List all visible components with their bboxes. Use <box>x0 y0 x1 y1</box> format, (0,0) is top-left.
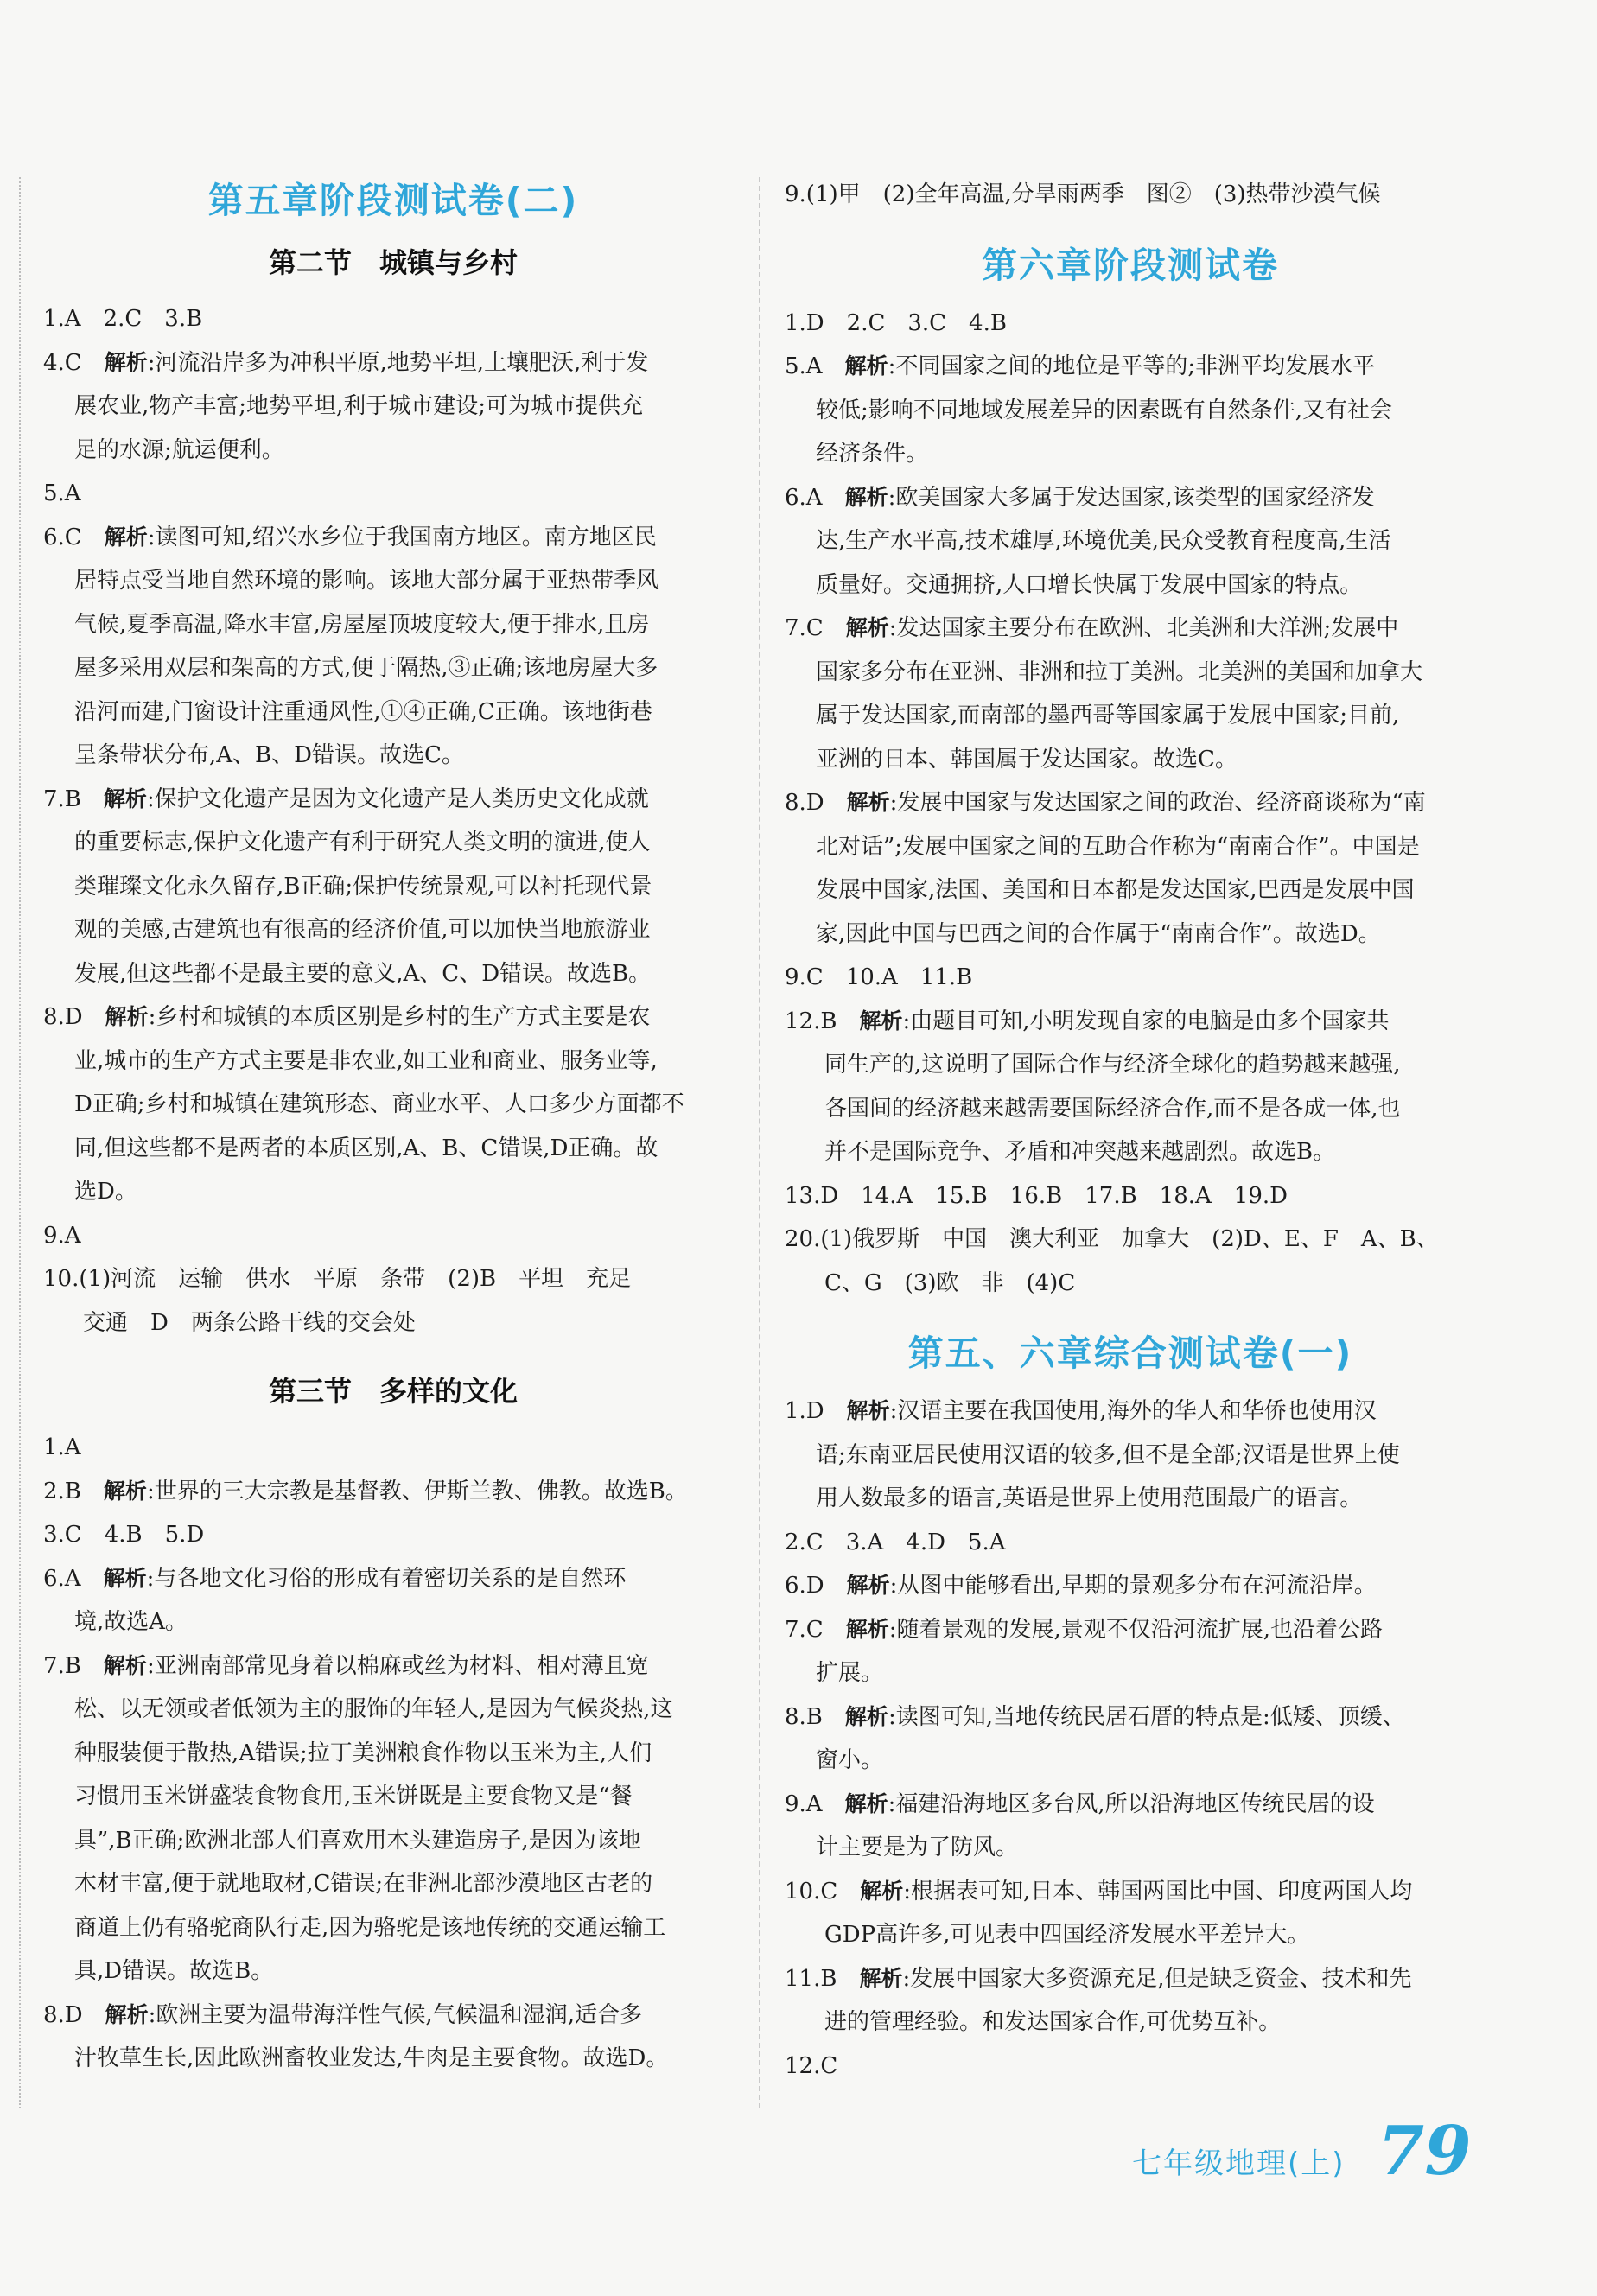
answer-line: 1.A <box>43 1434 81 1460</box>
answer-line: 8.D 解析:欧洲主要为温带海洋性气候,气候温和湿润,适合多 <box>43 2001 642 2028</box>
answer-line: 展农业,物产丰富;地势平坦,利于城市建设;可为城市提供充 <box>74 393 644 419</box>
analysis-label: 解析 <box>104 524 148 550</box>
answer-line: 9.A 解析:福建沿海地区多台风,所以沿海地区传统民居的设 <box>785 1790 1375 1817</box>
answer-line: 5.A <box>43 480 81 506</box>
answer-line: 具”,B正确;欧洲北部人们喜欢用木头建造房子,是因为该地 <box>74 1827 641 1854</box>
answer-line: 10.C 解析:根据表可知,日本、韩国两国比中国、印度两国人均 <box>785 1878 1413 1905</box>
analysis-label: 解析 <box>844 484 888 510</box>
analysis-label: 解析 <box>844 1790 888 1816</box>
answer-line: 国家多分布在亚洲、非洲和拉丁美洲。北美洲的美国和加拿大 <box>816 658 1423 685</box>
answer-line: 同生产的,这说明了国际合作与经济全球化的趋势越来越强, <box>824 1052 1401 1078</box>
section-towns-villages-title: 第二节 城镇与乡村 <box>268 246 518 279</box>
binding-edge-dots <box>19 177 21 2108</box>
answer-line: 12.B 解析:由题目可知,小明发现自家的电脑是由多个国家共 <box>785 1008 1390 1034</box>
answer-line: 发展中国家,法国、美国和日本都是发达国家,巴西是发展中国 <box>816 877 1415 903</box>
answer-line: 6.A 解析:欧美国家大多属于发达国家,该类型的国家经济发 <box>785 484 1375 511</box>
answer-line: 20.(1)俄罗斯 中国 澳大利亚 加拿大 (2)D、E、F A、B、 <box>785 1226 1439 1252</box>
answer-line: 木材丰富,便于就地取材,C错误;在非洲北部沙漠地区古老的 <box>74 1871 653 1897</box>
answer-line: 6.A 解析:与各地文化习俗的形成有着密切关系的是自然环 <box>43 1565 627 1592</box>
answer-line: 8.D 解析:发展中国家与发达国家之间的政治、经济商谈称为“南 <box>785 790 1426 816</box>
answer-line: 北对话”;发展中国家之间的互助合作称为“南南合作”。中国是 <box>816 833 1420 860</box>
chapter6-test-title: 第六章阶段测试卷 <box>982 244 1279 286</box>
analysis-label: 解析 <box>844 1703 888 1729</box>
answer-line: 6.C 解析:读图可知,绍兴水乡位于我国南方地区。南方地区民 <box>43 524 657 550</box>
answers-chapter6 <box>785 302 1476 1306</box>
answers-section-2 <box>43 297 743 1345</box>
analysis-label: 解析 <box>103 1565 147 1591</box>
answer-line: 语;东南亚居民使用汉语的较多,但不是全部;汉语是世界上使 <box>816 1441 1400 1468</box>
analysis-label: 解析 <box>844 353 888 378</box>
analysis-label: 解析 <box>105 1004 149 1029</box>
answer-line: 类璀璨文化永久留存,B正确;保护传统景观,可以衬托现代景 <box>74 873 652 900</box>
answer-line: 呈条带状分布,A、B、D错误。故选C。 <box>74 742 464 768</box>
answer-line: 沿河而建,门窗设计注重通风性,①④正确,C正确。该地街巷 <box>74 698 652 725</box>
analysis-label: 解析 <box>846 1573 890 1598</box>
answer-line: 各国间的经济越来越需要国际经济合作,而不是各成一体,也 <box>824 1095 1401 1122</box>
analysis-label: 解析 <box>846 1398 890 1423</box>
answer-line: 选D。 <box>74 1179 137 1205</box>
answer-line: 质量好。交通拥挤,人口增长快属于发展中国家的特点。 <box>816 571 1363 598</box>
answer-line: 的重要标志,保护文化遗产有利于研究人类文明的演进,使人 <box>74 830 651 855</box>
answer-line: 种服装便于散热,A错误;拉丁美洲粮食作物以玉米为主,人们 <box>74 1739 652 1766</box>
answer-line: 扩展。 <box>816 1660 884 1686</box>
analysis-label: 解析 <box>860 1878 904 1904</box>
answer-line: GDP高许多,可见表中四国经济发展水平差异大。 <box>824 1922 1310 1948</box>
analysis-label: 解析 <box>103 1478 147 1504</box>
answer-line: 达,生产水平高,技术雄厚,环境优美,民众受教育程度高,生活 <box>816 528 1391 554</box>
page-number: 79 <box>1377 2112 1472 2191</box>
answer-line: 经济条件。 <box>816 441 929 467</box>
answer-line: 用人数最多的语言,英语是世界上使用范围最广的语言。 <box>816 1485 1363 1511</box>
answer-line: 发展,但这些都不是最主要的意义,A、C、D错误。故选B。 <box>74 960 652 987</box>
left-column <box>43 173 743 2081</box>
answer-line: 较低;影响不同地域发展差异的因素既有自然条件,又有社会 <box>816 397 1393 423</box>
answer-line: 7.B 解析:保护文化遗产是因为文化遗产是人类历史文化成就 <box>43 785 649 812</box>
answer-line: 足的水源;航运便利。 <box>74 436 284 463</box>
chapter5-test2-title: 第五章阶段测试卷(二) <box>207 180 579 221</box>
answer-line: 7.C 解析:发达国家主要分布在欧洲、北美洲和大洋洲;发展中 <box>785 615 1399 641</box>
analysis-label: 解析 <box>846 790 890 815</box>
answer-line: 5.A 解析:不同国家之间的地位是平等的;非洲平均发展水平 <box>785 353 1376 379</box>
answer-line: 窗小。 <box>816 1747 884 1773</box>
answer-line: 4.C 解析:河流沿岸多为冲积平原,地势平坦,土壤肥沃,利于发 <box>43 349 649 376</box>
answer-line: 9.A <box>43 1222 81 1249</box>
answer-line: 亚洲的日本、韩国属于发达国家。故选C。 <box>816 746 1238 773</box>
analysis-label: 解析 <box>859 1965 903 1991</box>
answer-line: 观的美感,古建筑也有很高的经济价值,可以加快当地旅游业 <box>74 917 651 943</box>
answer-line: 10.(1)河流 运输 供水 平原 条带 (2)B 平坦 充足 <box>43 1266 632 1292</box>
right-column <box>785 173 1476 2088</box>
analysis-label: 解析 <box>845 1616 889 1642</box>
answer-line: 商道上仍有骆驼商队行走,因为骆驼是该地传统的交通运输工 <box>74 1914 666 1941</box>
section-diverse-culture-title: 第三节 多样的文化 <box>268 1375 518 1408</box>
answers-section-3 <box>43 1426 743 2081</box>
answer-line: 7.B 解析:亚洲南部常见身着以棉麻或丝为材料、相对薄且宽 <box>43 1652 649 1679</box>
analysis-label: 解析 <box>104 349 148 375</box>
answer-line: 交通 D 两条公路干线的交会处 <box>83 1309 416 1336</box>
answer-line: 11.B 解析:发展中国家大多资源充足,但是缺乏资金、技术和先 <box>785 1965 1412 1992</box>
answer-line: C、G (3)欧 非 (4)C <box>824 1269 1076 1296</box>
answer-line: 进的管理经验。和发达国家合作,可优势互补。 <box>824 2009 1282 2035</box>
answer-line: 汁牧草生长,因此欧洲畜牧业发达,牛肉是主要食物。故选D。 <box>74 2045 669 2071</box>
answer-line: 同,但这些都不是两者的本质区别,A、B、C错误,D正确。故 <box>74 1135 659 1161</box>
answer-line: 1.D 2.C 3.C 4.B <box>785 309 1007 336</box>
answer-line: D正确;乡村和城镇在建筑形态、商业水平、人口多少方面都不 <box>74 1091 684 1117</box>
answer-line: 屋多采用双层和架高的方式,便于隔热,③正确;该地房屋大多 <box>74 655 659 681</box>
answer-line: 具,D错误。故选B。 <box>74 1958 274 1984</box>
answer-line: 习惯用玉米饼盛装食物食用,玉米饼既是主要食物又是“餐 <box>74 1784 633 1809</box>
answer-line: 7.C 解析:随着景观的发展,景观不仅沿河流扩展,也沿着公路 <box>785 1616 1384 1643</box>
answer-line: 6.D 解析:从图中能够看出,早期的景观多分布在河流沿岸。 <box>785 1573 1377 1599</box>
analysis-label: 解析 <box>103 785 147 811</box>
answer-line: 计主要是为了防风。 <box>816 1835 1019 1860</box>
answer-line: 3.C 4.B 5.D <box>43 1522 205 1548</box>
answer-line: 13.D 14.A 15.B 16.B 17.B 18.A 19.D <box>785 1182 1288 1209</box>
answer-line: 9.C 10.A 11.B <box>785 964 973 990</box>
answer-line: 业,城市的生产方式主要是非农业,如工业和商业、服务业等, <box>74 1047 658 1074</box>
answer-line: 居特点受当地自然环境的影响。该地大部分属于亚热带季风 <box>74 568 659 594</box>
answer-line: 12.C <box>785 2052 838 2079</box>
answer-line: 家,因此中国与巴西之间的合作属于“南南合作”。故选D。 <box>816 920 1381 947</box>
chapter5-6-comprehensive-title: 第五、六章综合测试卷(一) <box>907 1332 1353 1374</box>
answer-line: 2.B 解析:世界的三大宗教是基督教、伊斯兰教、佛教。故选B。 <box>43 1478 688 1504</box>
answer-line: 1.A 2.C 3.B <box>43 306 203 332</box>
analysis-label: 解析 <box>845 615 889 640</box>
analysis-label: 解析 <box>103 1652 147 1678</box>
answer-line: 8.D 解析:乡村和城镇的本质区别是乡村的生产方式主要是农 <box>43 1004 651 1030</box>
grade-subject-label: 七年级地理(上) <box>1132 2147 1346 2181</box>
answer-line: 1.D 解析:汉语主要在我国使用,海外的华人和华侨也使用汉 <box>785 1398 1377 1424</box>
analysis-label: 解析 <box>859 1008 903 1034</box>
analysis-label: 解析 <box>105 2001 149 2027</box>
page-footer <box>1132 2112 1495 2191</box>
column-divider <box>759 177 760 2108</box>
answer-line: 2.C 3.A 4.D 5.A <box>785 1529 1006 1555</box>
answer-line: 松、以无领或者低领为主的服饰的年轻人,是因为气候炎热,这 <box>74 1696 673 1722</box>
answer-line: 8.B 解析:读图可知,当地传统民居石厝的特点是:低矮、顶缓、 <box>785 1703 1405 1730</box>
answer-line: 气候,夏季高温,降水丰富,房屋屋顶坡度较大,便于排水,且房 <box>74 611 650 638</box>
answer-line: 并不是国际竞争、矛盾和冲突越来越剧烈。故选B。 <box>824 1139 1336 1165</box>
answer-line: 9.(1)甲 (2)全年高温,分旱雨两季 图② (3)热带沙漠气候 <box>785 181 1381 207</box>
answer-line: 境,故选A。 <box>74 1609 188 1635</box>
answers-comprehensive <box>785 1390 1476 2088</box>
answer-line: 属于发达国家,而南部的墨西哥等国家属于发展中国家;目前, <box>816 703 1400 728</box>
